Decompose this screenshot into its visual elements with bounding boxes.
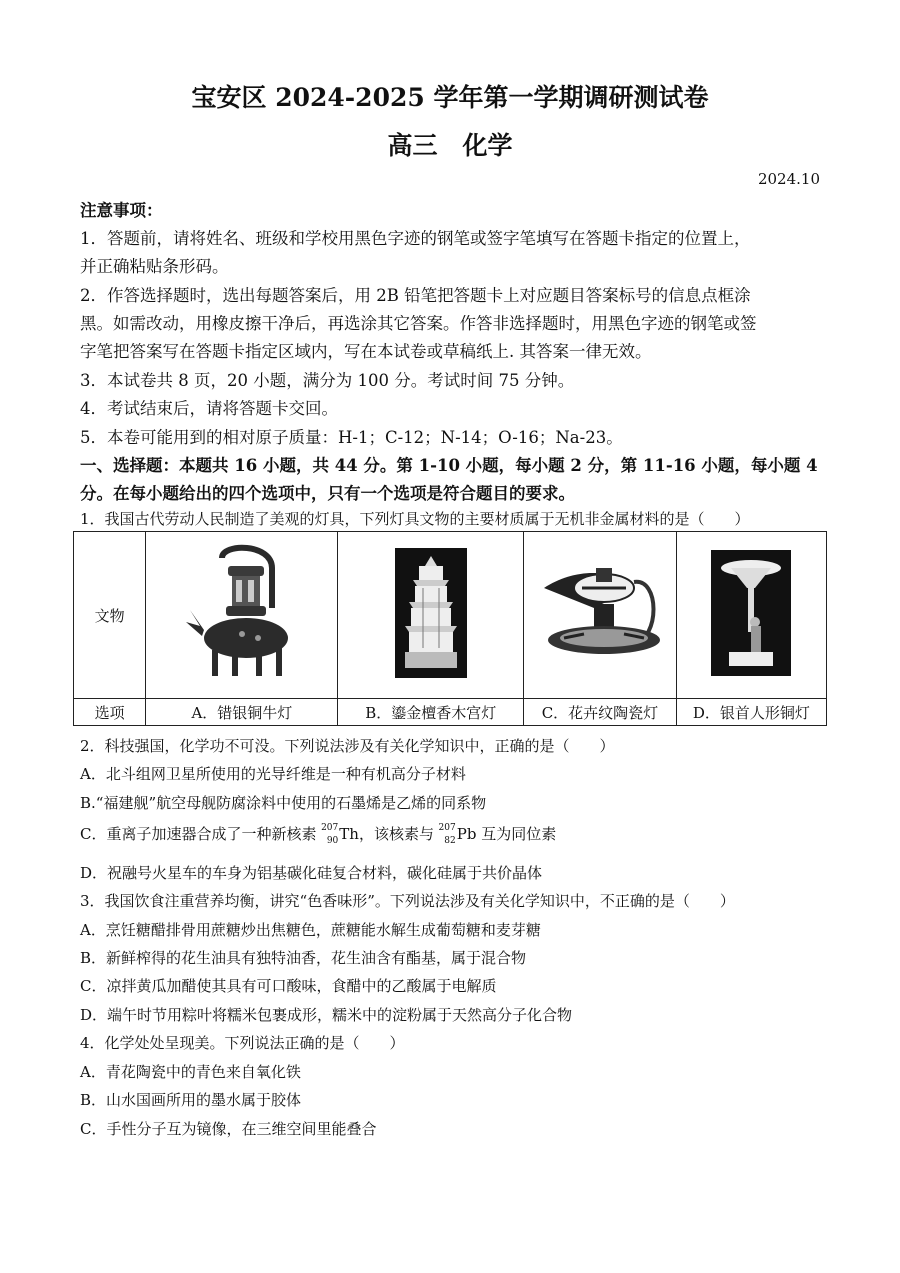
question-4-option-b: B．山水国画所用的墨水属于胶体 — [80, 1091, 302, 1109]
exam-title: 宝安区 2024-2025 学年第一学期调研测试卷 — [191, 83, 709, 112]
question-2-option-b: B.“福建舰”航空母舰防腐涂料中使用的石墨烯是乙烯的同系物 — [80, 794, 487, 812]
pb-atomic-number: 82 — [444, 836, 456, 846]
note-line: 黑。如需改动，用橡皮擦干净后，再选涂其它答案。作答非选择题时，用黑色字迹的钢笔或签 — [80, 314, 757, 333]
ceramic-lamp-icon — [534, 558, 666, 668]
question-4-option-c: C．手性分子互为镜像，在三维空间里能叠合 — [80, 1120, 377, 1138]
q2c-mid: ，该核素与 — [358, 825, 434, 843]
notes-heading: 注意事项： — [80, 201, 163, 220]
question-4-stem: 4．化学处处呈现美。下列说法正确的是（ ） — [80, 1034, 405, 1052]
question-3-option-c: C．凉拌黄瓜加醋使其具有可口酸味，食醋中的乙酸属于电解质 — [80, 977, 497, 995]
question-4-option-a: A．青花陶瓷中的青色来自氧化铁 — [80, 1063, 301, 1081]
question-3-option-d: D．端午时节用粽叶将糯米包裹成形，糯米中的淀粉属于天然高分子化合物 — [80, 1006, 573, 1024]
q2c-suffix: 互为同位素 — [481, 825, 557, 843]
thorium-nuclide — [321, 822, 339, 848]
note-line: 并正确粘贴条形码。 — [80, 257, 229, 276]
bronze-ox-lamp-icon — [182, 538, 302, 688]
question-1-stem: 1．我国古代劳动人民制造了美观的灯具，下列灯具文物的主要材质属于无机非金属材料的是（ ） — [80, 510, 750, 528]
question-3-stem: 3．我国饮食注重营养均衡，讲究“色香味形”。下列说法涉及有关化学知识中，不正确的是（ ） — [80, 892, 735, 910]
row-label-artifact: 文物 — [74, 532, 146, 699]
note-line: 字笔把答案写在答题卡指定区域内，写在本试卷或草稿纸上. 其答案一律无效。 — [80, 342, 652, 361]
question-2-option-a: A．北斗组网卫星所使用的光导纤维是一种有机高分子材料 — [80, 765, 466, 783]
artifact-image-a — [146, 532, 338, 699]
artifact-image-c — [524, 532, 677, 699]
lead-nuclide — [439, 822, 457, 848]
artifact-image-d — [676, 532, 826, 699]
artifact-table — [73, 531, 827, 726]
note-line: 5．本卷可能用到的相对原子质量：H-1；C-12；N-14；O-16；Na-23。 — [80, 428, 623, 447]
exam-date: 2024.10 — [757, 170, 820, 188]
palace-lantern-icon — [395, 548, 467, 678]
question-3-option-b: B．新鲜榨得的花生油具有独特油香，花生油含有酯基，属于混合物 — [80, 949, 527, 967]
question-2-stem: 2．科技强国，化学功不可没。下列说法涉及有关化学知识中，正确的是（ ） — [80, 737, 615, 755]
th-mass-number: 207 — [321, 823, 339, 833]
option-c-label: C．花卉纹陶瓷灯 — [524, 699, 677, 726]
artifact-image-b — [338, 532, 524, 699]
section-instruction: 一、选择题：本题共 16 小题，共 44 分。第 1-10 小题，每小题 2 分，第 11-16 小题，每小题 4 — [80, 456, 818, 475]
question-2-option-c — [80, 822, 830, 852]
th-symbol: Th — [339, 825, 359, 843]
figure-lamp-icon — [711, 550, 791, 676]
exam-subtitle: 高三 化学 — [387, 131, 513, 160]
pb-mass-number: 207 — [438, 823, 456, 833]
th-atomic-number: 90 — [326, 836, 339, 846]
q2c-prefix: C．重离子加速器合成了一种新核素 — [80, 825, 317, 843]
option-d-label: D．银首人形铜灯 — [676, 699, 826, 726]
pb-symbol: Pb — [456, 825, 477, 843]
option-a-label: A．错银铜牛灯 — [146, 699, 338, 726]
question-2-option-d: D．祝融号火星车的车身为铝基碳化硅复合材料，碳化硅属于共价晶体 — [80, 864, 543, 882]
note-line: 1．答题前，请将姓名、班级和学校用黑色字迹的钢笔或签字笔填写在答题卡指定的位置上， — [80, 229, 751, 248]
note-line: 4．考试结束后，请将答题卡交回。 — [80, 399, 338, 418]
row-label-option: 选项 — [74, 699, 146, 726]
note-line: 3．本试卷共 8 页，20 小题，满分为 100 分。考试时间 75 分钟。 — [80, 371, 575, 390]
option-b-label: B．鎏金檀香木宫灯 — [338, 699, 524, 726]
question-3-option-a: A．烹饪糖醋排骨用蔗糖炒出焦糖色，蔗糖能水解生成葡萄糖和麦芽糖 — [80, 921, 541, 939]
note-line: 2．作答选择题时，选出每题答案后，用 2B 铅笔把答题卡上对应题目答案标号的信息点框涂 — [80, 286, 751, 305]
section-instruction: 分。在每小题给出的四个选项中，只有一个选项是符合题目的要求。 — [80, 484, 575, 503]
